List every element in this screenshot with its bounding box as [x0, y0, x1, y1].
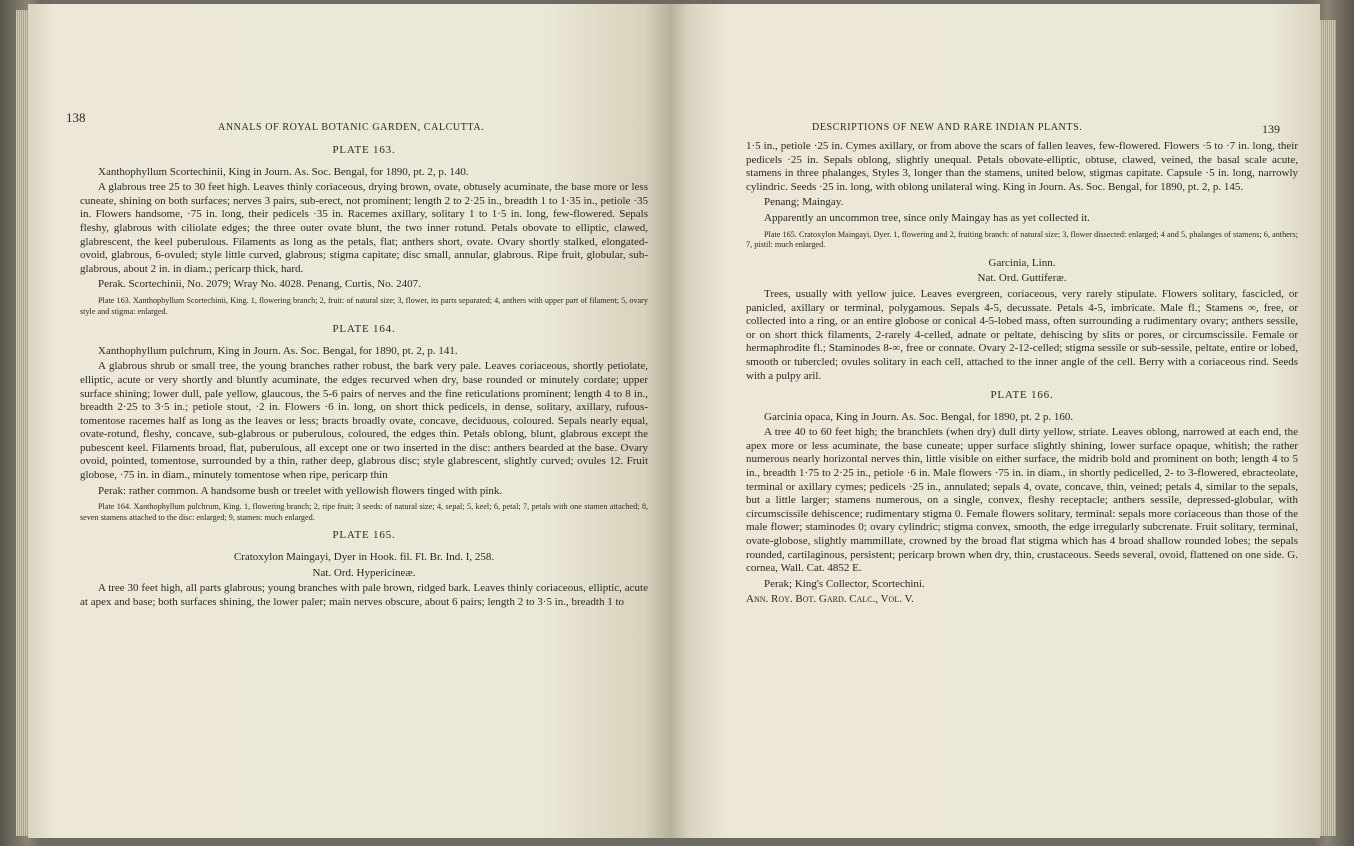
right-page-edges: [1320, 20, 1336, 836]
paragraph: A tree 40 to 60 feet high; the branchlets (when dry) dull dirty yellow, striate. Leaves oblong, narrowed at each end, the apex more or less acuminate, the base cuneate; upper surface slightly shining, lower surface opaque, whitish; the rather numerous nearly horizontal nerves thin, little visible on either surface, the midrib bold and prominent on both; length 4 to 5 in., breadth 1·75 to 2·25 in., petiole ·6 in. Male flowers ·75 in. in diam., in shortly pedicelled, 2- to 3-flowered, ebracteolate, terminal or axillary cymes; pedicels ·25 in., annulated; sepals 4, ovate, concave, thin, veined; petals 4, similar to the sepals, but a little larger; stamens numerous, on a single, convex, fleshy receptacle; anthers sessile, depressed-globular, with circumscissile dehiscence; rudimentary stigma 0. Female flowers solitary, terminal: sepals more coriaceous than those of the male flower; staminodes 0; ovary cylindric; stigma convex, smooth, the edge irregularly subcrenate. Fruit solitary, terminal, ovate-globose, slightly mammillate, crowned by the broad flat stigma which has 4 broad shallow rounded lobes; the sepals rounded, cartilaginous, persistent; pericarp brown when dry, thin, crustaceous. Seeds several, ovoid, flattened on one side. G. cornea, Wall. Cat. 4852 E.: [746, 426, 1298, 575]
plate-heading: PLATE 166.: [990, 389, 1054, 402]
paragraph: Xanthophyllum Scortechinii, King in Journ. As. Soc. Bengal, for 1890, pt. 2, p. 140.: [98, 165, 469, 178]
page-number: 138: [66, 110, 86, 125]
centered-line: Cratoxylon Maingayi, Dyer in Hook. fil. Fl. Br. Ind. I, 258.: [233, 551, 495, 564]
centered-line: Nat. Ord. Hypericineæ.: [312, 566, 416, 579]
paragraph: Garcinia opaca, King in Journ. As. Soc. Bengal, for 1890, pt. 2 p. 160.: [764, 410, 1074, 423]
right-page: [670, 4, 1320, 838]
left-page: [28, 4, 670, 838]
paragraph: Perak: rather common. A handsome bush or treelet with yellowish flowers tinged with pink.: [98, 484, 503, 497]
paragraph: A glabrous shrub or small tree, the young branches rather robust, the bark very pale. Leaves coriaceous, shortly petiolate, elliptic, acute or very shortly and bluntly acuminate, the edges recurved when dry, base rounded or minutely cordate; upper surface shining; lower dull, pale yellow, glaucous, the 5-6 pairs of nerves and the fine reticulations prominent; length 4 to 8 in., breadth 2·25 to 3·5 in.; petiole stout, ·2 in. Flowers ·6 in. long, on short thick pedicels, in dense, solitary, axillary, rufous-tomentose racemes half as long as the leaves or less; bracts broadly ovate, concave, deciduous, coloured. Sepals nearly equal, ovate-rotund, fleshy, concave, sub-glabrous or puberulous, coloured, the edges thin. Petals oblong, blunt, glabrous except the pubescent keel. Filaments broad, flat, puberulous, all except one or two inserted in the disc: anthers bearded at the base. Ovary ovoid, pointed, tomentose, surrounded by a thin, rather deep, glabrous disc; style glabrescent, slightly curved; ovules 12. Fruit globose, ·75 in. in diam., minutely tomentose when ripe, pericarp thin: [80, 360, 648, 482]
paragraph: Apparently an uncommon tree, since only Maingay has as yet collected it.: [764, 211, 1090, 224]
paragraph: Xanthophyllum pulchrum, King in Journ. As. Soc. Bengal, for 1890, pt. 2, p. 141.: [98, 344, 458, 357]
plate-heading: PLATE 164.: [332, 323, 396, 336]
plate-caption: Plate 164. Xanthophyllum pulchrum, King. 1, flowering branch; 2, ripe fruit; 3 seeds: of natural size; 4, sepal; 5, keel; 6, petal; 7, petals with one stamen attached; 8, seven stamens attached to the disc: enlarged; 9, stamen: much enlarged.: [80, 502, 648, 522]
footer-line: Ann. Roy. Bot. Gard. Calc., Vol. V.: [746, 593, 914, 606]
left-page-body: [80, 138, 648, 611]
paragraph: A glabrous tree 25 to 30 feet high. Leaves thinly coriaceous, drying brown, ovate, obtusely acuminate, the base more or less cuneate, shining on both surfaces; nerves 3 pairs, sub-erect, not prominent; length 2 to 2·25 in., breadth 1 to 1·35 in., petiole ·35 in. Flowers handsome, ·75 in. long, their pedicels ·35 in. Racemes axillary, solitary 1 to 1·5 in. long, few-flowered. Sepals fleshy, glabrous with ciliolate edges; the three outer ovate blunt, the two inner rotund. Petals obovate to elliptic, clawed, glabrescent, the keel puberulous. Filaments as long as the petals, flat; anthers short, ovate. Ovary shortly stalked, elongated-ovoid, glabrous, 6-ovuled; style little curved, glabrous; stigma capitate; disc small, annular, glabrous. Ripe fruit, globular, sub-glabrous, about 2 in. in diam.; pericarp thick, hard.: [80, 181, 648, 275]
plate-heading: PLATE 165.: [332, 529, 396, 542]
plate-caption: Plate 165. Cratoxylon Maingayi, Dyer. 1, flowering and 2, fruiting branch: of natural size; 3, flower dissected: enlarged; 4 and 5, phalanges of stamens; 6, anthers; 7, pistil: much enlarged.: [746, 229, 1298, 250]
page-number: 139: [1262, 122, 1280, 136]
centered-line: Nat. Ord. Guttiferæ.: [977, 272, 1067, 285]
plate-caption: Plate 163. Xanthophyllum Scortechinii, King. 1, flowering branch; 2, fruit: of natural size; 3, flower, its parts separated; 4, anthers with upper part of filament; 5, ovary style and stigma: enlarged.: [80, 295, 648, 316]
paragraph: 1·5 in., petiole ·25 in. Cymes axillary, or from above the scars of fallen leaves, few-flowered. Flowers ·5 to ·7 in. long, their pedicels ·25 in. Sepals oblong, slightly unequal. Petals obovate-elliptic, obtuse, clawed, veined, the basal scale acute, stamens in three phalanges, Styles 3, longer than the stamens, united below, stigmas capitate. Capsule ·5 in. long, narrowly cylindric. Seeds ·25 in. long, with oblong unilateral wing. King in Journ. As. Soc. Bengal, for 1890, pt. 2, p. 145.: [746, 140, 1298, 193]
paragraph: Perak; King's Collector, Scortechini.: [764, 577, 925, 590]
centered-line: Garcinia, Linn.: [988, 256, 1056, 269]
running-head: DESCRIPTIONS OF NEW AND RARE INDIAN PLANTS.: [812, 122, 1083, 133]
plate-heading: PLATE 163.: [332, 144, 396, 156]
paragraph: Perak. Scortechinii, No. 2079; Wray No. 4028. Penang, Curtis, No. 2407.: [98, 278, 421, 291]
paragraph: Trees, usually with yellow juice. Leaves evergreen, coriaceous, very rarely stipulate. Flowers solitary, fascicled, or panicled, axillary or terminal, polygamous. Sepals 4-5, decussate. Petals 4-5, imbricate. Male fl.; Stamens ∞, free, or collected into a ring, or an entire globose or conical 4-5-lobed mass, often surrounding a rudimentary ovary; anthers sessile, or on short thick filaments, 2-rarely 4-celled, adnate or peltate, dehiscing by slits or pores, or circumscissile. Female or hermaphrodite fl.; Staminodes 8-∞, free or connate. Ovary 2-12-celled; stigma sessile or sub-sessile, peltate, entire or lobed, smooth or tubercled; ovules solitary in each cell, attached to the inner angle of the cell. Berry with a coriaceous rind. Seeds with a pulpy aril.: [746, 287, 1298, 382]
paragraph: A tree 30 feet high, all parts glabrous; young branches with pale brown, ridged bark. Leaves thinly coriaceous, elliptic, acute at apex and base; both surfaces shining, the lower paler; main nerves obscure, about 6 pairs; length 2 to 3·5 in., breadth 1 to: [80, 582, 648, 608]
right-page-body: [746, 140, 1298, 609]
running-head: ANNALS OF ROYAL BOTANIC GARDEN, CALCUTTA.: [218, 122, 485, 133]
paragraph: Penang; Maingay.: [764, 196, 844, 209]
